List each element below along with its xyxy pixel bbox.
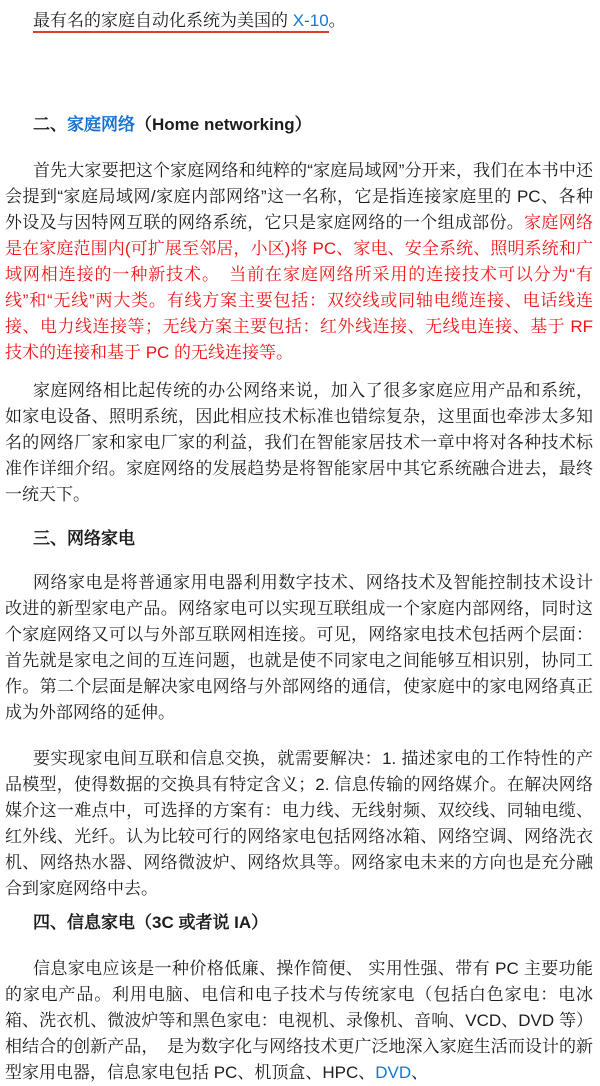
dvd-link[interactable]: DVD [375, 1063, 412, 1082]
paragraph-network-appliances-2: 要实现家电间互联和信息交换，就需要解决：1. 描述家电的工作特性的产品模型，使得数据的交换具有特定含义；2. 信息传输的网络媒介。在解决网络媒介这一难点中，可选择的方案有：电力线、无线射频、双绞线、同轴电缆、红外线、光纤。认为比较可行的网络家电包括网络冰箱、网络空调、网络洗衣机、网络热水器、网络微波炉、网络炊具等。网络家电未来的方向也是充分融合到家庭网络中去。 [5, 749, 593, 898]
paragraph-info-appliances-1 [5, 956, 593, 1086]
intro-text: 最有名的家庭自动化系统为美国的 [33, 11, 293, 30]
paragraph-intro [5, 8, 593, 34]
paragraph-home-networking-2: 家庭网络相比起传统的办公网络来说，加入了很多家庭应用产品和系统，如家电设备、照明系统，因此相应技术标准也错综复杂，这里面也牵涉太多知名的网络厂家和家电厂家的利益，我们在智能家居技术一章中将对各种技术标准作详细介绍。家庭网络的发展趋势是将智能家居中其它系统融合进去，最终一统天下。 [5, 381, 593, 504]
intro-period: 。 [328, 11, 346, 30]
paragraph-home-networking-1 [5, 158, 593, 366]
para-2-1-red-text: 家庭网络是在家庭范围内(可扩展至邻居，小区)将 PC、家电、安全系统、照明系统和广域网相连接的一种新技术。 当前在家庭网络所采用的连接技术可以分为“有线”和“无线”两大类。有线方案主要包括：双绞线或同轴电缆连接、电话线连接、电力线连接等；无线方案主要包括：红外线连接、无线电连接、基于 RF 技术的连接和基于 PC 的无线连接等。 [5, 213, 594, 362]
para-4-1-text: 信息家电应该是一种价格低廉、操作简便、 实用性强、带有 PC 主要功能的家电产品。利用电脑、电信和电子技术与传统家电（包括白色家电：电冰箱、洗衣机、微波炉等和黑色家电：电视机、录像机、音响、VCD、DVD 等）相结合的创新产品， 是为数字化与网络技术更广泛地深入家庭生活而设计的新型家用电器，信息家电包括 PC、机顶盒、HPC、 [5, 959, 593, 1082]
heading-home-networking [5, 112, 593, 138]
x10-link[interactable]: X-10 [292, 11, 329, 30]
heading-info-appliances: 四、信息家电（3C 或者说 IA） [33, 913, 269, 932]
heading-2-blue-term: 家庭网络 [67, 115, 135, 134]
heading-network-appliances: 三、网络家电 [33, 529, 135, 548]
para-4-1-tail: 、 [411, 1063, 429, 1082]
paragraph-network-appliances-1: 网络家电是将普通家用电器利用数字技术、网络技术及智能控制技术设计改进的新型家电产品。网络家电可以实现互联组成一个家庭内部网络，同时这个家庭网络又可以与外部互联网相连接。可见，网络家电技术包括两个层面：首先就是家电之间的互连问题，也就是使不同家电之间能够互相识别，协同工作。第二个层面是解决家电网络与外部网络的通信，使家庭中的家电网络真正成为外部网络的延伸。 [5, 573, 593, 722]
heading-2-number: 二、 [33, 115, 67, 134]
heading-2-english: （Home networking） [135, 115, 312, 134]
red-underlined-text [33, 11, 329, 33]
para-2-1-black-text: 首先大家要把这个家庭网络和纯粹的“家庭局域网”分开来，我们在本书中还会提到“家庭局域网/家庭内部网络”这一名称，它是指连接家庭里的 PC、各种外设及与因特网互联的网络系统，它只是家庭网络的一个组成部份。 [5, 161, 593, 232]
